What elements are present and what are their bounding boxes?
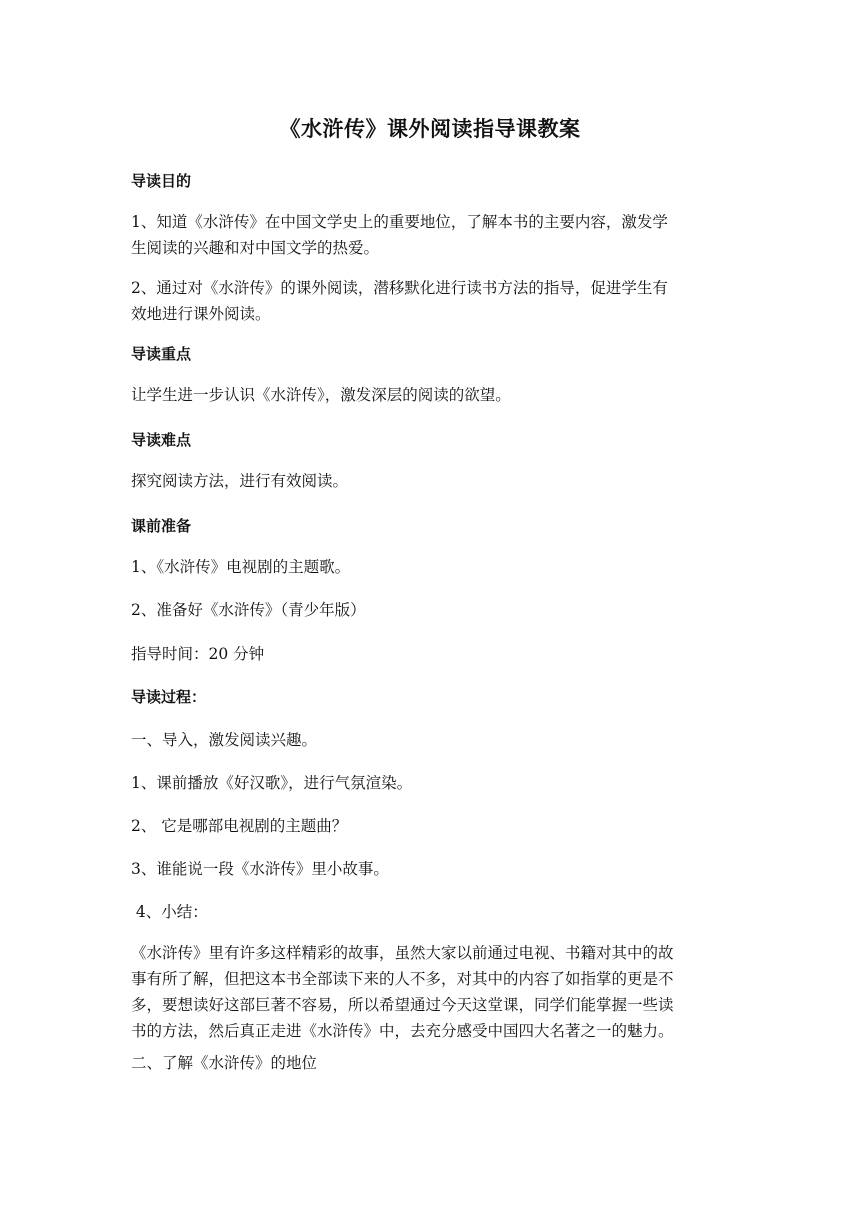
purpose-item-2 [131, 275, 731, 327]
prep-item-2: 2、准备好《水浒传》（青少年版） [131, 601, 366, 619]
process-step-one-item-3: 3、谁能说一段《水浒传》里小故事。 [131, 860, 389, 878]
summary-line-3: 多，要想读好这部巨著不容易，所以希望通过今天这堂课，同学们能掌握一些读 [131, 996, 674, 1014]
guide-time: 指导时间：20 分钟 [131, 645, 265, 663]
heading-preparation: 课前准备 [131, 517, 192, 535]
process-step-two: 二、了解《水浒传》的地位 [131, 1054, 318, 1072]
process-step-one-item-4: 4、小结： [131, 903, 208, 921]
key-point-text: 让学生进一步认识《水浒传》，激发深层的阅读的欲望。 [131, 386, 511, 404]
process-step-one-item-2: 2、 它是哪部电视剧的主题曲？ [131, 817, 348, 835]
prep-item-1: 1、《水浒传》电视剧的主题歌。 [131, 558, 351, 576]
summary-line-1: 《水浒传》里有许多这样精彩的故事，虽然大家以前通过电视、书籍对其中的故 [131, 944, 674, 962]
purpose-item-1 [131, 209, 731, 261]
summary-line-2: 事有所了解，但把这本书全部读下来的人不多，对其中的内容了如指掌的更是不 [131, 970, 674, 988]
difficulty-text: 探究阅读方法，进行有效阅读。 [131, 472, 349, 490]
summary-line-4: 书的方法，然后真正走进《水浒传》中，去充分感受中国四大名著之一的魅力。 [131, 1022, 674, 1040]
heading-purpose: 导读目的 [131, 172, 192, 190]
purpose-item-2-line-2: 效地进行课外阅读。 [131, 305, 271, 323]
process-step-one-item-1: 1、课前播放《好汉歌》，进行气氛渲染。 [131, 774, 413, 792]
summary-paragraph [131, 940, 731, 1044]
heading-process: 导读过程： [131, 688, 207, 706]
document-title: 《水浒传》课外阅读指导课教案 [279, 116, 581, 141]
process-step-one: 一、导入，激发阅读兴趣。 [131, 731, 318, 749]
heading-difficulty: 导读难点 [131, 431, 192, 449]
purpose-item-1-line-2: 生阅读的兴趣和对中国文学的热爱。 [131, 239, 380, 257]
heading-key-point: 导读重点 [131, 345, 192, 363]
purpose-item-2-line-1: 2、通过对《水浒传》的课外阅读，潜移默化进行读书方法的指导，促进学生有 [131, 279, 668, 297]
purpose-item-1-line-1: 1、知道《水浒传》在中国文学史上的重要地位，了解本书的主要内容，激发学 [131, 213, 668, 231]
